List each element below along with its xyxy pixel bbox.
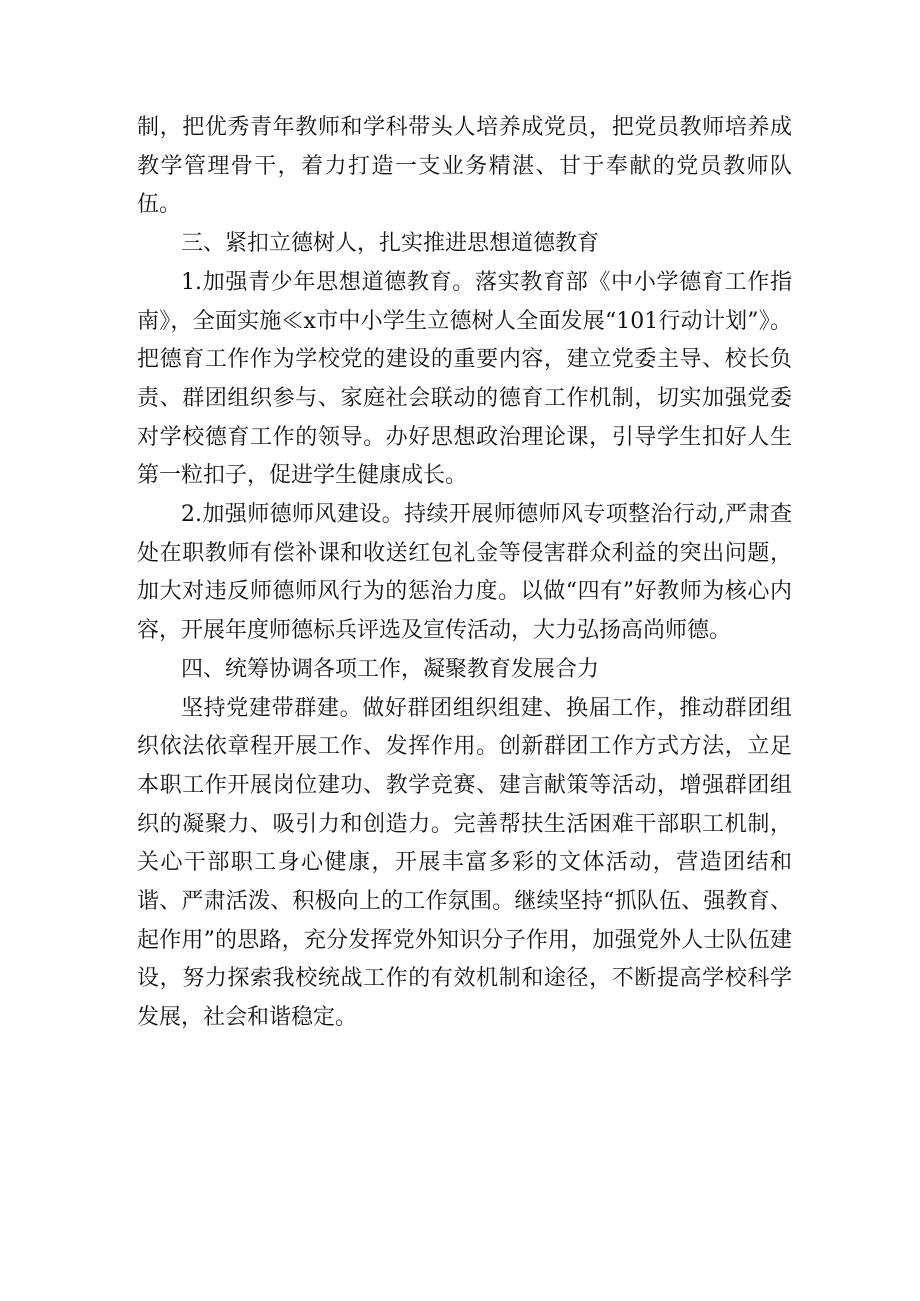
document-page bbox=[137, 109, 792, 1038]
paragraph-moral-education: 1.加强青少年思想道德教育。落实教育部《中小学德育工作指南》，全面实施≪x市中小学生立德树人全面发展“101行动计划”》。把德育工作作为学校党的建设的重要内容，建立党委主导、校长负责、群团组织参与、家庭社会联动的德育工作机制，切实加强党委对学校德育工作的领导。办好思想政治理论课，引导学生扣好人生第一粒扣子，促进学生健康成长。 bbox=[137, 269, 792, 489]
paragraph-teacher-ethics: 2.加强师德师风建设。持续开展师德师风专项整治行动,严肃查处在职教师有偿补课和收送红包礼金等侵害群众利益的突出问题，加大对违反师德师风行为的惩治力度。以做“四有”好教师为核心内容，开展年度师德标兵评选及宣传活动，大力弘扬高尚师德。 bbox=[137, 502, 792, 644]
paragraph-party-building: 坚持党建带群建。做好群团组织组建、换届工作，推动群团组织依法依章程开展工作、发挥作用。创新群团工作方式方法，立足本职工作开展岗位建功、教学竞赛、建言献策等活动，增强群团组织的凝聚力、吸引力和创造力。完善帮扶生活困难干部职工机制，关心干部职工身心健康，开展丰富多彩的文体活动，营造团结和谐、严肃活泼、积极向上的工作氛围。继续坚持“抓队伍、强教育、起作用”的思路，充分发挥党外知识分子作用，加强党外人士队伍建设，努力探索我校统战工作的有效机制和途径，不断提高学校科学发展，社会和谐稳定。 bbox=[137, 695, 792, 1031]
section-heading-3: 三、紧扣立德树人，扎实推进思想道德教育 bbox=[181, 231, 600, 257]
section-heading-4: 四、统筹协调各项工作，凝聚教育发展合力 bbox=[181, 656, 600, 682]
paragraph-continuation: 制，把优秀青年教师和学科带头人培养成党员，把党员教师培养成教学管理骨干，着力打造一支业务精湛、甘于奉献的党员教师队伍。 bbox=[137, 115, 792, 218]
